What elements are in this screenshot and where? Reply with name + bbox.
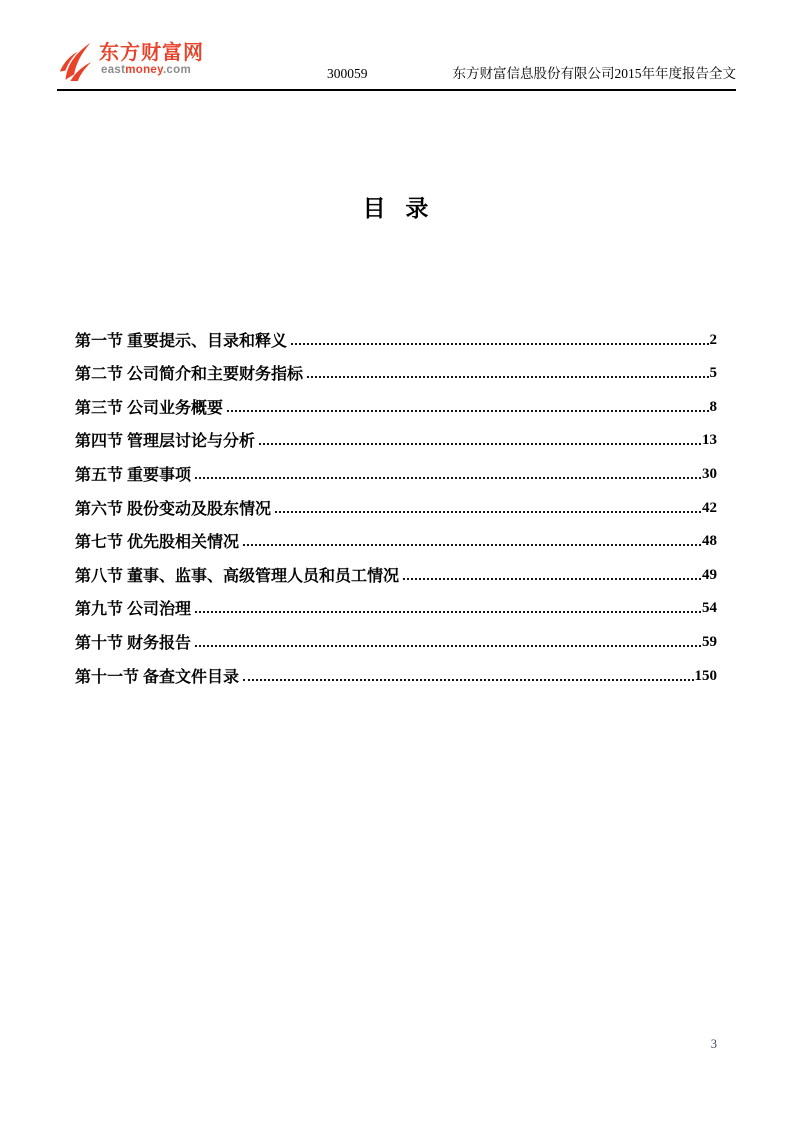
toc-entry-label: 第八节 董事、监事、高级管理人员和员工情况 <box>75 567 400 585</box>
toc-entry-label: 第一节 重要提示、目录和释义 <box>75 332 288 350</box>
toc-entry-label: 第五节 重要事项 <box>75 466 192 484</box>
toc-entry-label: 第六节 股份变动及股东情况 <box>75 500 272 518</box>
page-header <box>57 42 736 91</box>
toc-leader-dots <box>195 477 701 479</box>
toc-entry[interactable] <box>75 655 717 689</box>
toc-leader-dots <box>275 511 701 513</box>
toc-entry[interactable] <box>75 588 717 622</box>
toc-entry-page: 54 <box>702 600 717 617</box>
toc-entry[interactable] <box>75 621 717 655</box>
logo-brand-cn: 东方财富网 <box>99 42 204 64</box>
logo-text <box>99 42 204 77</box>
toc-list <box>75 319 717 689</box>
toc-entry[interactable] <box>75 521 717 555</box>
toc-entry[interactable] <box>75 319 717 353</box>
toc-entry-page: 2 <box>709 331 717 348</box>
toc-entry-label: 第十节 财务报告 <box>75 634 192 652</box>
page-number: 3 <box>710 1037 717 1051</box>
stock-code: 300059 <box>327 66 368 81</box>
report-title: 东方财富信息股份有限公司2015年年度报告全文 <box>452 66 736 81</box>
toc-title: 目 录 <box>362 196 431 221</box>
toc-entry[interactable] <box>75 353 717 387</box>
eastmoney-logo <box>57 42 204 82</box>
toc-leader-dots <box>291 343 708 345</box>
toc-entry[interactable] <box>75 554 717 588</box>
toc-leader-dots <box>243 679 693 681</box>
toc-entry-page: 5 <box>709 365 717 382</box>
toc-entry[interactable] <box>75 487 717 521</box>
toc-entry-page: 30 <box>702 465 717 482</box>
toc-leader-dots <box>307 376 708 378</box>
toc-leader-dots <box>227 410 708 412</box>
toc-entry[interactable] <box>75 386 717 420</box>
toc-entry-page: 13 <box>702 432 717 449</box>
logo-brand-en <box>101 64 204 77</box>
toc-entry-page: 49 <box>702 566 717 583</box>
toc-leader-dots <box>195 645 701 647</box>
toc-entry-label: 第九节 公司治理 <box>75 601 192 619</box>
toc-leader-dots <box>243 544 701 546</box>
toc-entry-page: 8 <box>709 398 717 415</box>
toc-entry-page: 59 <box>702 633 717 650</box>
logo-brand-en-money: money <box>125 64 163 76</box>
logo-brand-en-dotcom: .com <box>162 64 191 76</box>
logo-brand-en-east: east <box>101 64 126 76</box>
toc-leader-dots <box>195 611 701 613</box>
toc-leader-dots <box>259 443 701 445</box>
toc-entry-label: 第四节 管理层讨论与分析 <box>75 433 256 451</box>
toc-entry-label: 第三节 公司业务概要 <box>75 399 224 417</box>
toc-leader-dots <box>403 578 701 580</box>
toc-entry-label: 第十一节 备查文件目录 <box>75 668 240 686</box>
toc-entry[interactable] <box>75 420 717 454</box>
toc-entry-page: 42 <box>702 499 717 516</box>
toc-entry[interactable] <box>75 453 717 487</box>
toc-entry-page: 150 <box>694 667 717 684</box>
toc-entry-label: 第七节 优先股相关情况 <box>75 534 240 552</box>
toc-entry-label: 第二节 公司简介和主要财务指标 <box>75 366 304 384</box>
eastmoney-swoosh-icon <box>57 42 95 82</box>
toc-entry-page: 48 <box>702 533 717 550</box>
